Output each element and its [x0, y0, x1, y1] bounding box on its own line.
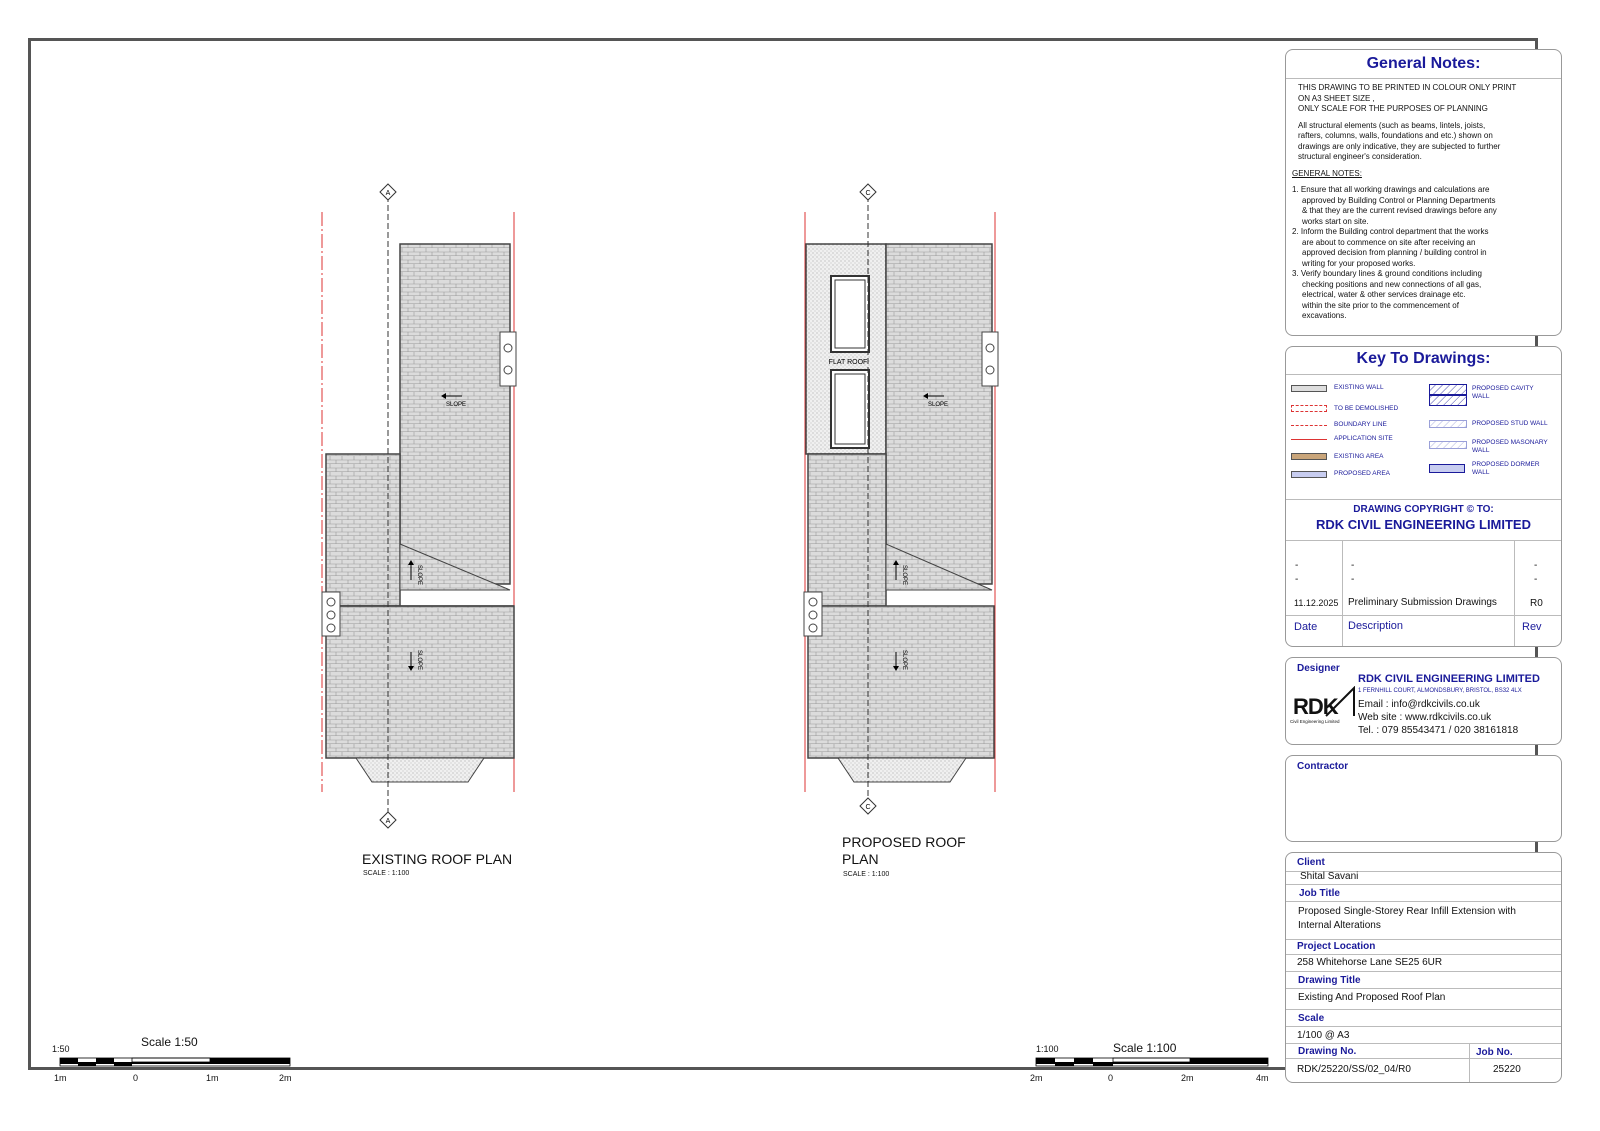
- key-swatch-application-site: [1291, 439, 1327, 440]
- chimney-existing-upper: [500, 332, 516, 386]
- designer-address: 1 FERNHILL COURT, ALMONDSBURY, BRISTOL, BS32 4LX: [1358, 688, 1522, 694]
- key-label-cavity-wall: PROPOSED CAVITY WALL: [1472, 385, 1534, 400]
- contractor-label: Contractor: [1297, 761, 1349, 772]
- designer-telephone: Tel. : 079 85543471 / 020 38161818: [1358, 725, 1519, 736]
- key-label-application-site: APPLICATION SITE: [1334, 435, 1393, 442]
- job-title: Proposed Single-Storey Rear Infill Extension with Internal Alterations: [1298, 906, 1516, 931]
- key-swatch-stud-wall: [1429, 420, 1467, 428]
- scale-right-ratio: 1:100: [1036, 1044, 1059, 1054]
- note-item-2: 2. Inform the Building control department that the works are about to commence on site after receiving an approved decision from planning / building control in writing for your proposed works.: [1292, 227, 1489, 268]
- section-marker-a-top-label: A: [385, 190, 391, 197]
- rev-placeholder-date-2: -: [1295, 574, 1299, 585]
- scale-bar-left-graphic: [60, 1058, 290, 1066]
- left-roof-section: [326, 454, 400, 606]
- rev-header-description: Description: [1348, 620, 1404, 632]
- rev-placeholder-rev-2: -: [1534, 574, 1538, 585]
- proposed-main-roof-upper: [886, 244, 992, 584]
- scale-right-tick-0: 2m: [1030, 1073, 1043, 1083]
- copyright-line1: DRAWING COPYRIGHT © TO:: [1353, 504, 1494, 515]
- section-marker-c-bottom-label: C: [865, 804, 871, 811]
- rdk-logo-mark: [1324, 686, 1356, 718]
- project-info-panel: [1285, 852, 1562, 1083]
- main-roof-upper: [400, 244, 510, 584]
- key-swatch-proposed-area: [1291, 471, 1327, 478]
- bay-window: [356, 758, 484, 782]
- key-panel: [1285, 346, 1562, 647]
- scale-left-ratio: 1:50: [52, 1044, 70, 1054]
- note-item-3: 3. Verify boundary lines & ground conditions including checking positions and new connections of all gas, electrical, water & other services drainage etc. within the site prior to the commencement of excavations.: [1292, 269, 1482, 320]
- key-swatch-existing-area: [1291, 453, 1327, 460]
- proposed-bay-window: [838, 758, 966, 782]
- key-label-existing-area: EXISTING AREA: [1334, 453, 1384, 460]
- rdk-logo-text: RDK: [1293, 694, 1338, 719]
- rdk-logo-subtitle: Civil Engineering Limited: [1290, 719, 1340, 724]
- existing-plan-scale: SCALE : 1:100: [363, 870, 410, 877]
- rev-placeholder-desc-1: -: [1351, 560, 1355, 571]
- scale-left-tick-2: 1m: [206, 1073, 219, 1083]
- key-label-dormer-wall: PROPOSED DORMER WALL: [1472, 461, 1540, 476]
- rev-header-rev: Rev: [1522, 621, 1542, 633]
- flat-roof-label: FLAT ROOF: [828, 359, 868, 366]
- key-label-existing-wall: EXISTING WALL: [1334, 384, 1384, 391]
- scale-left-tick-0: 1m: [54, 1073, 67, 1083]
- key-title: Key To Drawings:: [1356, 350, 1491, 367]
- job-no-label: Job No.: [1476, 1047, 1513, 1058]
- project-location: 258 Whitehorse Lane SE25 6UR: [1297, 957, 1443, 968]
- key-swatch-demolished: [1291, 405, 1327, 412]
- rev-placeholder-date-1: -: [1295, 560, 1299, 571]
- key-label-boundary: BOUNDARY LINE: [1334, 421, 1387, 428]
- job-title-label: Job Title: [1299, 888, 1340, 899]
- rev-placeholder-rev-1: -: [1534, 560, 1538, 571]
- proposed-left-roof-section: [808, 454, 886, 606]
- key-swatch-boundary: [1291, 425, 1327, 426]
- structural-note: All structural elements (such as beams, lintels, joists, rafters, columns, walls, foundations and etc.) shown on drawings are only indicative, they are subjected to further structural engineer's consideration.: [1298, 120, 1501, 161]
- general-notes-body: [1292, 83, 1556, 322]
- client-name: Shital Savani: [1300, 871, 1359, 882]
- scale-right-tick-1: 0: [1108, 1073, 1114, 1083]
- key-label-demolished: TO BE DEMOLISHED: [1334, 405, 1399, 412]
- designer-panel: [1285, 657, 1562, 745]
- key-swatch-dormer-wall: [1429, 464, 1465, 473]
- proposed-front-roof: [808, 606, 994, 758]
- drawing-no-label: Drawing No.: [1298, 1046, 1357, 1057]
- slope-label-existing-1: SLOPE: [445, 402, 467, 408]
- client-label: Client: [1297, 857, 1325, 868]
- designer-website[interactable]: Web site : www.rdkcivils.co.uk: [1358, 712, 1492, 723]
- rev-number: R0: [1530, 598, 1543, 609]
- scale-bar-right-graphic: [1036, 1058, 1268, 1066]
- scale-label: Scale: [1298, 1013, 1325, 1024]
- slope-label-existing-3: SLOPE: [416, 649, 422, 671]
- drawing-title-label: Drawing Title: [1298, 975, 1361, 986]
- chimney-proposed-upper: [982, 332, 998, 386]
- rev-header-date: Date: [1294, 621, 1318, 633]
- key-swatch-masonary-wall: [1429, 441, 1467, 449]
- existing-plan-title: EXISTING ROOF PLAN: [362, 851, 513, 867]
- section-marker-c-top-label: C: [865, 190, 871, 197]
- slope-label-proposed-2: SLOPE: [901, 564, 907, 586]
- general-notes-panel: [1285, 49, 1562, 336]
- key-label-masonary-wall: PROPOSED MASONARY WALL: [1472, 439, 1548, 454]
- scale-value: 1/100 @ A3: [1297, 1030, 1350, 1041]
- rdk-logo: [1290, 686, 1356, 728]
- note-item-1: 1. Ensure that all working drawings and calculations are approved by Building Control or Planning Departments & that they are the current revised drawings before any works start on site.: [1292, 185, 1497, 226]
- designer-email[interactable]: Email : info@rdkcivils.co.uk: [1358, 699, 1480, 710]
- scale-left-tick-1: 0: [133, 1073, 139, 1083]
- scale-right-tick-3: 4m: [1256, 1073, 1269, 1083]
- drawing-title: Existing And Proposed Roof Plan: [1298, 992, 1446, 1003]
- rev-date: 11.12.2025: [1294, 598, 1339, 608]
- rev-description: Preliminary Submission Drawings: [1348, 597, 1497, 608]
- scale-left-title: Scale 1:50: [141, 1035, 198, 1049]
- front-roof: [326, 606, 514, 758]
- contractor-panel: [1285, 755, 1562, 842]
- scale-right-title: Scale 1:100: [1113, 1041, 1177, 1055]
- proposed-plan-scale: SCALE : 1:100: [843, 871, 890, 878]
- key-swatch-existing-wall: [1291, 385, 1327, 392]
- key-swatch-cavity-wall: [1429, 384, 1467, 406]
- key-label-proposed-area: PROPOSED AREA: [1334, 470, 1390, 477]
- proposed-roof-plan: [804, 184, 998, 814]
- proposed-plan-title: PROPOSED ROOF PLAN: [842, 834, 966, 867]
- designer-company: RDK CIVIL ENGINEERING LIMITED: [1358, 673, 1540, 685]
- slope-label-proposed-1: SLOPE: [927, 402, 949, 408]
- project-location-label: Project Location: [1297, 941, 1376, 952]
- designer-label: Designer: [1297, 663, 1340, 674]
- job-number: 25220: [1493, 1064, 1521, 1075]
- print-note: THIS DRAWING TO BE PRINTED IN COLOUR ONLY PRINT ON A3 SHEET SIZE , ONLY SCALE FOR THE PURPOSES OF PLANNING: [1298, 83, 1517, 113]
- slope-label-proposed-3: SLOPE: [901, 649, 907, 671]
- scale-left-tick-3: 2m: [279, 1073, 292, 1083]
- copyright-company: RDK CIVIL ENGINEERING LIMITED: [1316, 517, 1531, 532]
- existing-roof-plan: [322, 184, 516, 828]
- slope-label-existing-2: SLOPE: [416, 564, 422, 586]
- general-notes-subheading: GENERAL NOTES:: [1292, 168, 1362, 178]
- drawing-number: RDK/25220/SS/02_04/R0: [1297, 1064, 1411, 1075]
- scale-right-tick-2: 2m: [1181, 1073, 1194, 1083]
- key-label-stud-wall: PROPOSED STUD WALL: [1472, 420, 1548, 427]
- general-notes-title: General Notes:: [1366, 55, 1481, 72]
- section-marker-a-bottom-label: A: [385, 818, 391, 825]
- rev-placeholder-desc-2: -: [1351, 574, 1355, 585]
